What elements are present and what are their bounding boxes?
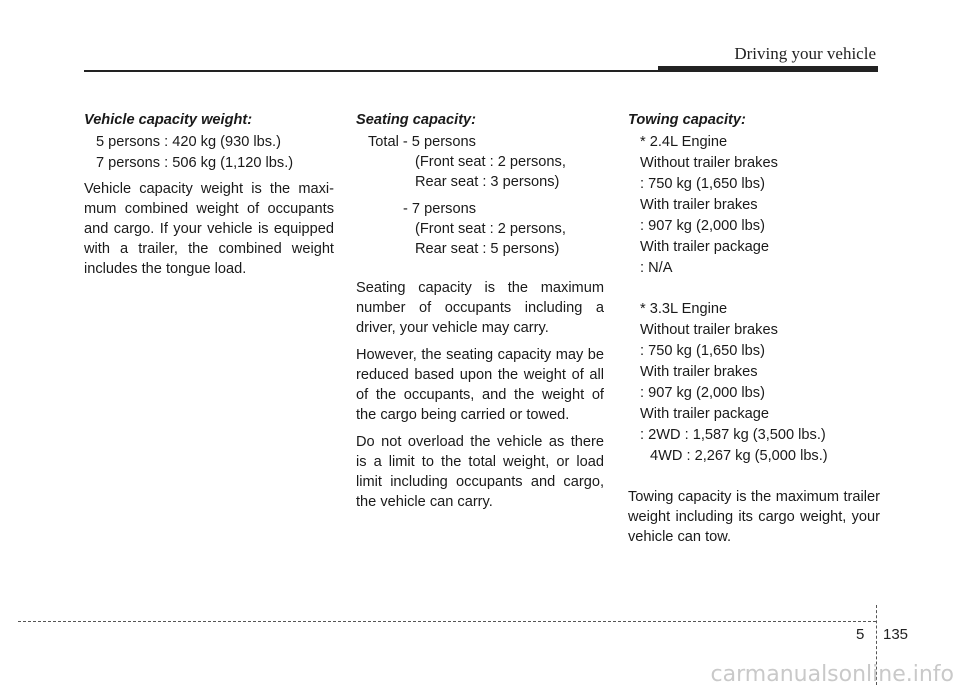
towing-capacity-section: [628, 110, 880, 554]
header-rule-thick: [658, 66, 878, 72]
vehicle-capacity-body: Vehicle capacity weight is the maxi-mum combined weight of occupants and cargo. If your vehicle is equipped with a trailer, the combined weight includes the tongue load.: [84, 181, 334, 277]
engine1-line: With trailer brakes: [640, 197, 758, 213]
seating-capacity-heading: Seating capacity:: [356, 112, 477, 128]
seating-paragraph-3: Do not overload the vehicle as there is a limit to the total weight, or load limit including occupants and cargo, the vehicle can carry.: [356, 434, 604, 510]
seating-capacity-section: [356, 110, 604, 519]
capacity-line-5-persons: 5 persons : 420 kg (930 lbs.): [96, 134, 281, 150]
seating-seven-front: (Front seat : 2 persons,: [415, 221, 566, 237]
engine2-line: : 907 kg (2,000 lbs): [640, 385, 765, 401]
engine1-line: : 750 kg (1,650 lbs): [640, 176, 765, 192]
engine2-line: With trailer package: [640, 406, 769, 422]
engine1-line: Without trailer brakes: [640, 155, 778, 171]
vehicle-capacity-section: [84, 110, 334, 286]
engine2-line: : 750 kg (1,650 lbs): [640, 343, 765, 359]
header-rule-thin: [84, 70, 660, 72]
chapter-number: 5: [856, 626, 865, 643]
engine1-line: With trailer package: [640, 239, 769, 255]
watermark: carmanualsonline.info: [710, 662, 954, 687]
engine2-line: : 2WD : 1,587 kg (3,500 lbs.): [640, 427, 826, 443]
header-title: Driving your vehicle: [734, 44, 876, 63]
seating-paragraph-1: Seating capacity is the maximum number of occupants including a driver, your vehicle may carry.: [356, 280, 604, 336]
engine2-name: * 3.3L Engine: [640, 301, 728, 317]
engine1-line: : 907 kg (2,000 lbs): [640, 218, 765, 234]
seating-paragraph-2: However, the seating capacity may be reduced based upon the weight of all of the occupants, and the weight of the cargo being carried or towed.: [356, 347, 604, 423]
seating-five-label: Total - 5 persons: [368, 134, 476, 150]
engine1-name: * 2.4L Engine: [640, 134, 728, 150]
seating-seven-label: - 7 persons: [403, 201, 477, 217]
vehicle-capacity-heading: Vehicle capacity weight:: [84, 112, 253, 128]
seating-five-rear: Rear seat : 3 persons): [415, 174, 560, 190]
engine2-line: With trailer brakes: [640, 364, 758, 380]
engine1-line: : N/A: [640, 260, 673, 276]
towing-capacity-heading: Towing capacity:: [628, 112, 746, 128]
engine2-4wd-line: 4WD : 2,267 kg (5,000 lbs.): [650, 448, 828, 464]
towing-capacity-body: Towing capacity is the maximum trailer weight including its cargo weight, your vehicle can tow.: [628, 489, 880, 545]
seating-seven-rear: Rear seat : 5 persons): [415, 241, 560, 257]
seating-five-front: (Front seat : 2 persons,: [415, 154, 566, 170]
engine2-line: Without trailer brakes: [640, 322, 778, 338]
page-number: 135: [883, 626, 909, 643]
footer-dashed-rule: [18, 621, 876, 622]
capacity-line-7-persons: 7 persons : 506 kg (1,120 lbs.): [96, 155, 294, 171]
